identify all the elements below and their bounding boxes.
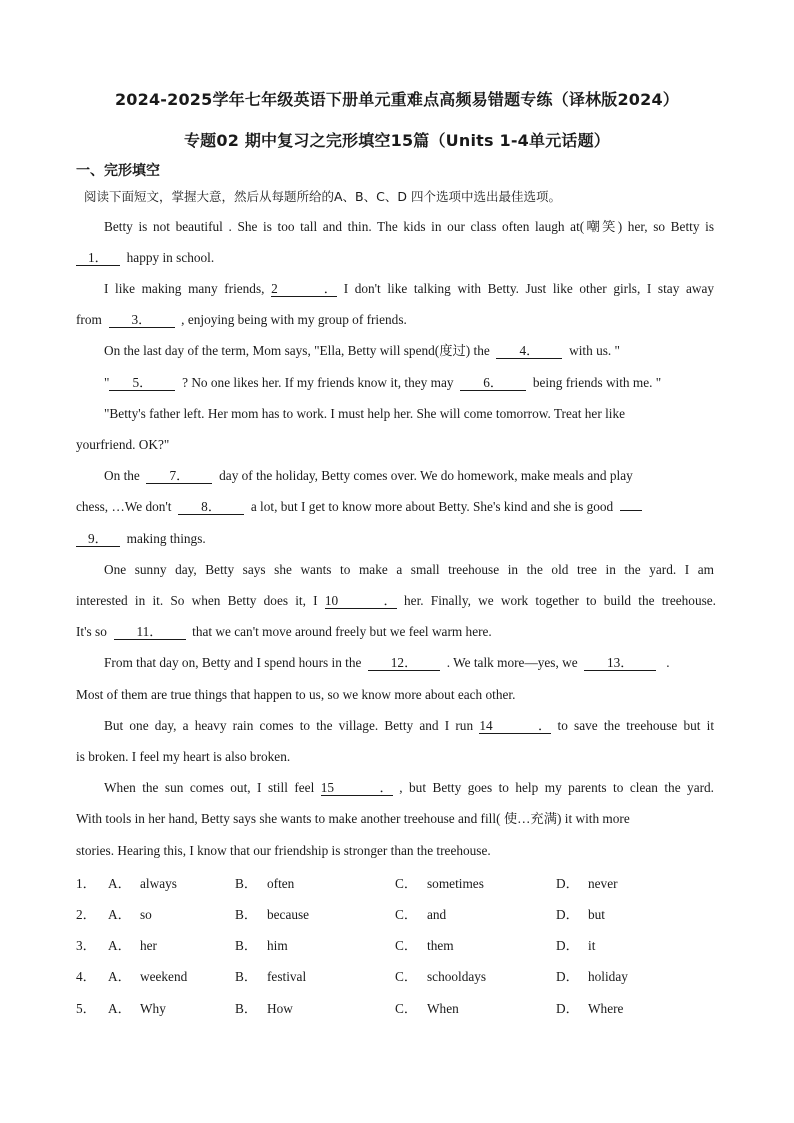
- instruction-text: 阅读下面短文，掌握大意，然后从每题所给的A、B、C、D 四个选项中选出最佳选项。: [84, 189, 561, 204]
- passage-line: " 5． ? No one likes her. If my friends know it, they may 6． being friends with me. ": [104, 375, 662, 390]
- question-number: 1．: [76, 876, 96, 891]
- option-c[interactable]: C． them: [395, 938, 454, 953]
- option-a[interactable]: A． Why: [108, 1001, 166, 1016]
- passage-line: With tools in her hand, Betty says she wants to make another treehouse and fill( 使…充满) it with more: [76, 811, 630, 826]
- answer-blank-start: [620, 510, 642, 511]
- passage-line: chess, …We don't 8． a lot, but I get to know more about Betty. She's kind and she is good: [76, 498, 716, 516]
- passage-line: Most of them are true things that happen to us, so we know more about each other.: [76, 687, 516, 702]
- answer-blank[interactable]: 5．: [109, 375, 175, 391]
- option-a[interactable]: A． her: [108, 938, 157, 953]
- passage-line: from 3． , enjoying being with my group of friends.: [76, 312, 407, 327]
- answer-blank[interactable]: 7．: [146, 468, 212, 484]
- answer-blank[interactable]: 3．: [109, 312, 175, 328]
- section-heading: 一、完形填空: [76, 163, 160, 179]
- passage-line: On the last day of the term, Mom says, "Ella, Betty will spend(度过) the 4． with us. ": [104, 343, 620, 358]
- page-subtitle: 专题02 期中复习之完形填空15篇（Units 1-4单元话题）: [183, 131, 611, 150]
- passage-line: yourfriend. OK?": [76, 437, 170, 452]
- option-b[interactable]: B． because: [235, 907, 310, 922]
- answer-blank[interactable]: 14．: [479, 718, 552, 733]
- question-number: 5．: [76, 1001, 96, 1016]
- passage-line: 9． making things.: [76, 530, 716, 548]
- option-b[interactable]: B． festival: [235, 969, 307, 984]
- option-d[interactable]: D． never: [556, 876, 618, 891]
- passage-line: From that day on, Betty and I spend hours in the 12． . We talk more—yes, we 13． .: [104, 655, 670, 670]
- passage-line: 1． happy in school.: [76, 249, 716, 267]
- question-number: 4．: [76, 969, 96, 984]
- option-b[interactable]: B． often: [235, 876, 295, 891]
- passage-line: But one day, a heavy rain comes to the village. Betty and I run 14． to save the treehouse but it: [104, 718, 715, 733]
- passage-line: It's so 11． that we can't move around freely but we feel warm here.: [76, 624, 492, 639]
- answer-blank[interactable]: 10．: [324, 593, 397, 608]
- option-c[interactable]: C． When: [395, 1001, 459, 1016]
- passage-line: I like making many friends, 2． I don't like talking with Betty. Just like other girls, I stay away: [104, 281, 715, 296]
- option-a[interactable]: A． weekend: [108, 969, 188, 984]
- option-a[interactable]: A． always: [108, 876, 177, 891]
- answer-blank[interactable]: 12．: [368, 655, 440, 671]
- passage-line: One sunny day, Betty says she wants to make a small treehouse in the old tree in the yard. I am: [104, 562, 714, 577]
- passage-line: stories. Hearing this, I know that our friendship is stronger than the treehouse.: [76, 843, 491, 858]
- option-d[interactable]: D． holiday: [556, 969, 628, 984]
- question-number: 3．: [76, 938, 96, 953]
- option-b[interactable]: B． How: [235, 1001, 293, 1016]
- answer-blank[interactable]: 8．: [178, 499, 244, 515]
- passage-line: Betty is not beautiful . She is too tall and thin. The kids in our class often laugh at(嘲笑) her, so Betty is: [104, 219, 714, 234]
- option-d[interactable]: D． but: [556, 907, 605, 922]
- option-c[interactable]: C． sometimes: [395, 876, 484, 891]
- passage-line: interested in it. So when Betty does it, I 10． her. Finally, we work together to build the treehouse.: [76, 593, 717, 608]
- answer-blank[interactable]: 13．: [584, 655, 656, 671]
- answer-blank[interactable]: 9．: [76, 531, 120, 547]
- passage-line: When the sun comes out, I still feel 15． , but Betty goes to help my parents to clean the yard.: [104, 780, 715, 795]
- answer-blank[interactable]: 11．: [114, 624, 186, 640]
- passage-line: On the 7． day of the holiday, Betty comes over. We do homework, make meals and play: [104, 468, 633, 483]
- option-a[interactable]: A． so: [108, 907, 152, 922]
- answer-blank[interactable]: 15．: [320, 780, 393, 795]
- option-c[interactable]: C． and: [395, 907, 447, 922]
- passage-line: is broken. I feel my heart is also broken.: [76, 749, 291, 764]
- option-d[interactable]: D． it: [556, 938, 596, 953]
- answer-blank[interactable]: 6．: [460, 375, 526, 391]
- option-b[interactable]: B． him: [235, 938, 288, 953]
- page-title: 2024-2025学年七年级英语下册单元重难点高频易错题专练（译林版2024）: [114, 90, 680, 109]
- option-d[interactable]: D． Where: [556, 1001, 624, 1016]
- answer-blank[interactable]: 4．: [496, 343, 562, 359]
- option-c[interactable]: C． schooldays: [395, 969, 487, 984]
- passage-line: "Betty's father left. Her mom has to work. I must help her. She will come tomorrow. Treat her like: [104, 406, 626, 421]
- question-number: 2．: [76, 907, 96, 922]
- answer-blank[interactable]: 2．: [271, 281, 338, 296]
- answer-blank[interactable]: 1．: [76, 250, 120, 266]
